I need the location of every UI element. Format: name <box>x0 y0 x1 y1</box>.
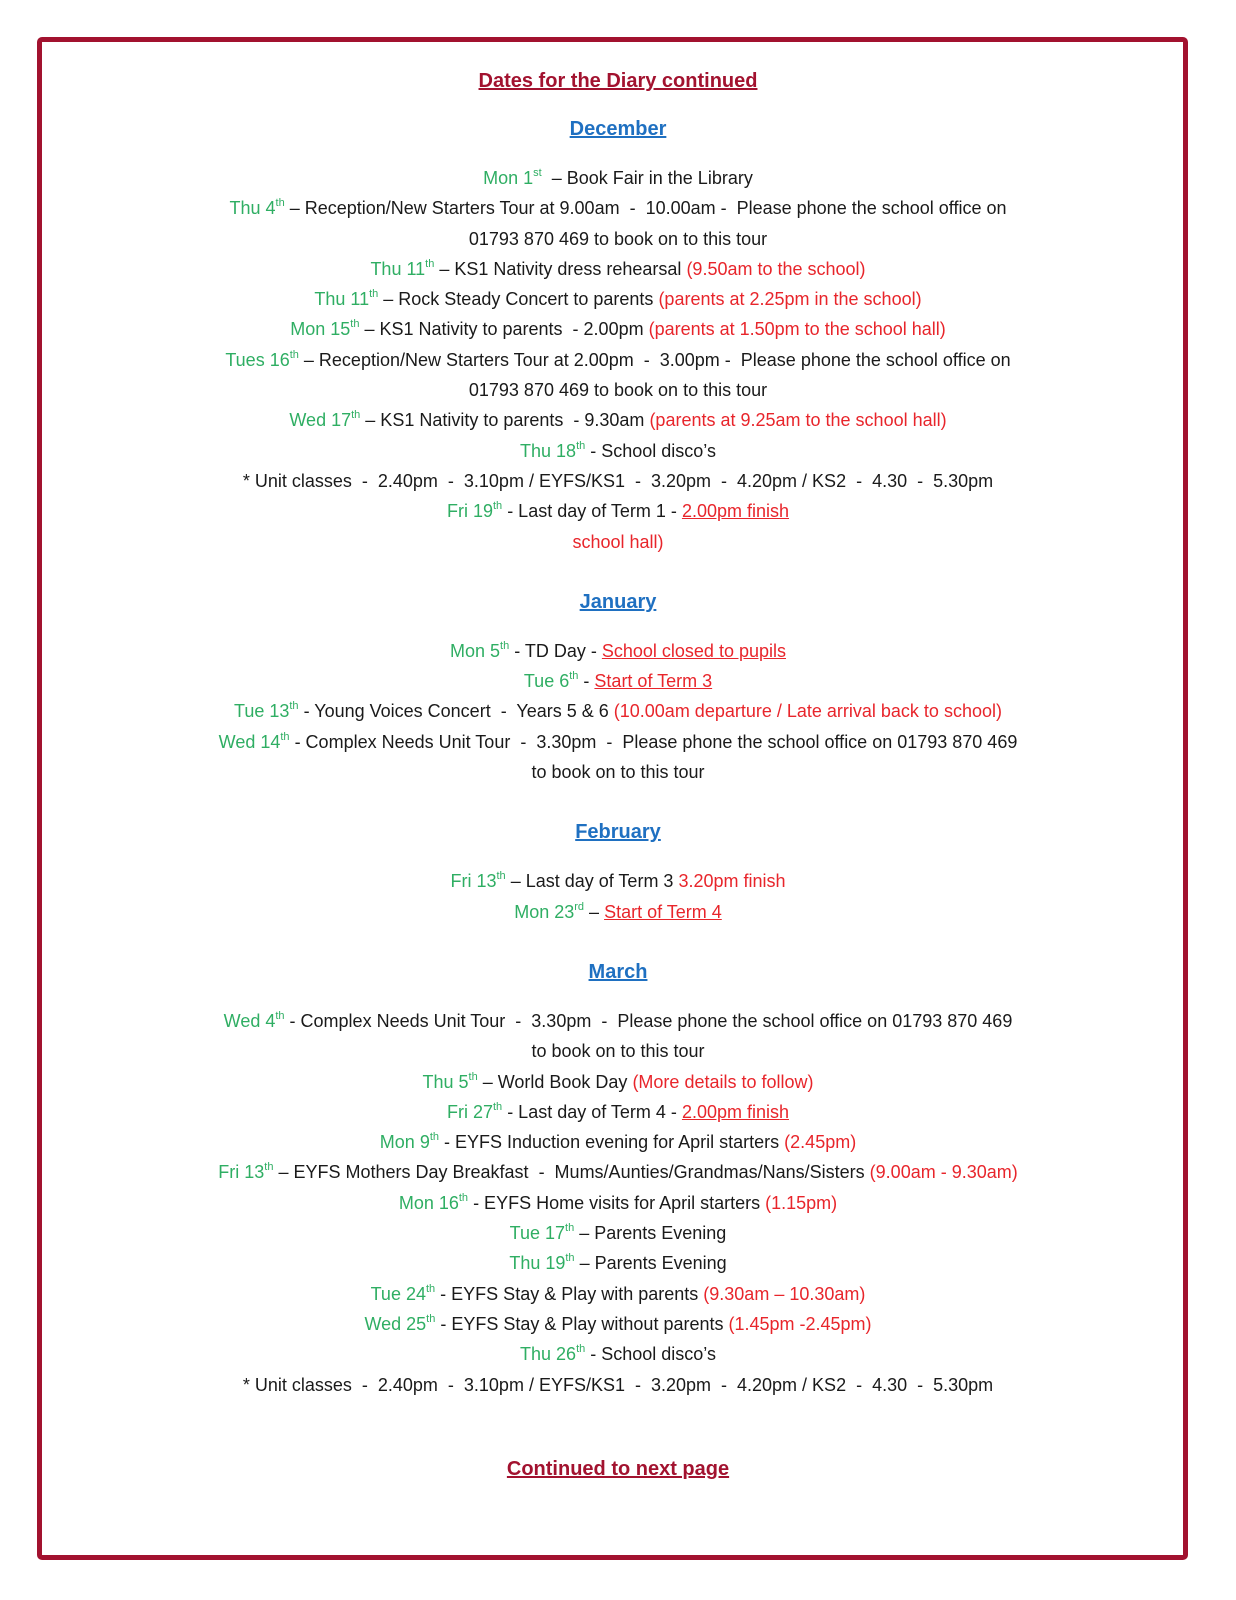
date-ordinal-suffix: th <box>576 1343 586 1356</box>
entry-text-segment: – KS1 Nativity dress rehearsal <box>434 258 687 279</box>
entry-text-segment: (parents at 2.25pm in the school) <box>658 289 922 310</box>
entry-text-segment: – Parents Evening <box>574 1253 727 1274</box>
entry-text-segment: - Young Voices Concert - Years 5 & 6 <box>298 701 614 722</box>
date-ordinal-suffix: rd <box>574 900 585 913</box>
entry-text-segment: 2.00pm finish <box>681 501 789 522</box>
entry-text-segment: – Last day of Term 3 <box>505 871 679 892</box>
entry-text-segment: Start of Term 4 <box>604 901 722 922</box>
entry-text-segment: 01793 870 469 to book on to this tour <box>468 380 768 401</box>
date-ordinal-suffix: st <box>533 167 542 179</box>
entry-text-segment: - <box>578 671 595 692</box>
diary-entry-line <box>55 284 1181 314</box>
entry-text-segment: – EYFS Mothers Day Breakfast - Mums/Aunties/Grandmas/Nans/Sisters <box>273 1162 870 1183</box>
date-ordinal-suffix: th <box>289 700 299 713</box>
diary-entry-line <box>55 405 1181 435</box>
diary-entry-line <box>55 527 1181 557</box>
entry-text-segment: Thu 5 <box>422 1071 469 1092</box>
entry-text-segment: Thu 11 <box>314 289 370 310</box>
diary-entry-line <box>55 1339 1181 1369</box>
date-ordinal-suffix: th <box>496 870 506 883</box>
entry-text-segment: School closed to pupils <box>601 640 786 661</box>
entry-text-segment: - Complex Needs Unit Tour - 3.30pm - Please phone the school office on 01793 870 469 <box>284 1010 1013 1031</box>
diary-entry-line <box>55 1370 1181 1400</box>
date-ordinal-suffix: th <box>565 1252 575 1265</box>
entry-text-segment: Wed 25 <box>364 1313 427 1334</box>
diary-entry-line <box>55 1127 1181 1157</box>
entry-text-segment: (9.30am – 10.30am) <box>703 1283 866 1304</box>
entry-text-segment: (10.00am departure / Late arrival back to school) <box>613 701 1002 722</box>
entry-text-segment: * Unit classes - 2.40pm - 3.10pm / EYFS/KS1 - 3.20pm - 4.20pm / KS2 - 4.30 - 5.30pm <box>242 470 994 491</box>
diary-entry-line <box>55 1006 1181 1036</box>
date-ordinal-suffix: th <box>289 348 299 361</box>
entry-text-segment: Mon 15 <box>290 319 351 340</box>
diary-entry-line <box>55 254 1181 284</box>
date-ordinal-suffix: th <box>280 730 290 743</box>
diary-entry-line <box>55 1218 1181 1248</box>
entry-text-segment: (9.50am to the school) <box>686 258 866 279</box>
entry-text-segment: Thu 4 <box>229 198 276 219</box>
month-header: February <box>575 821 661 844</box>
entry-text-segment: Thu 26 <box>520 1344 577 1365</box>
entry-text-segment: (1.15pm) <box>765 1192 838 1213</box>
entry-text-segment: – KS1 Nativity to parents - 2.00pm <box>359 319 649 340</box>
entry-text-segment: - School disco’s <box>585 440 716 461</box>
entry-text-segment: (parents at 9.25am to the school hall) <box>649 410 947 431</box>
month-header: December <box>569 118 667 140</box>
entry-text-segment: Mon 9 <box>379 1132 430 1153</box>
entry-text-segment: (9.00am - 9.30am) <box>869 1162 1018 1183</box>
date-ordinal-suffix: th <box>351 409 361 422</box>
continued-footer: Continued to next page <box>506 1457 730 1480</box>
entry-text-segment: Fri 13 <box>450 871 497 892</box>
diary-entry-line <box>55 345 1181 375</box>
entry-text-segment: Tue 17 <box>509 1223 566 1244</box>
entry-text-segment: Fri 19 <box>446 501 493 522</box>
diary-entry-line <box>55 224 1181 254</box>
entry-text-segment: Tue 24 <box>370 1283 426 1304</box>
date-ordinal-suffix: th <box>565 1222 575 1235</box>
diary-entry-line <box>55 1188 1181 1218</box>
date-ordinal-suffix: th <box>425 1282 436 1295</box>
diary-entry-line <box>55 866 1181 896</box>
diary-entry-line <box>55 1279 1181 1309</box>
diary-sections <box>55 114 1181 1400</box>
entry-text-segment: Thu 19 <box>509 1253 566 1274</box>
month-section-march <box>55 957 1181 1400</box>
diary-entry-line <box>55 314 1181 344</box>
diary-entry-line <box>55 666 1181 696</box>
diary-entry-line <box>55 636 1181 666</box>
entry-text-segment: 2.00pm finish <box>681 1101 789 1122</box>
diary-entry-line <box>55 193 1181 223</box>
date-ordinal-suffix: th <box>569 670 579 683</box>
date-ordinal-suffix: th <box>426 1312 436 1325</box>
entry-text-segment: (parents at 1.50pm to the school hall) <box>648 319 946 340</box>
diary-entry-line <box>55 696 1181 726</box>
entry-text-segment: (2.45pm) <box>784 1132 857 1153</box>
diary-entry-line <box>55 163 1181 193</box>
entry-text-segment: - EYFS Stay & Play without parents <box>435 1313 729 1334</box>
date-ordinal-suffix: th <box>275 197 285 210</box>
diary-entry-line <box>55 1036 1181 1066</box>
entry-text-segment: Mon 16 <box>398 1192 459 1213</box>
entry-text-segment: 3.20pm finish <box>678 871 786 892</box>
entry-text-segment: – Book Fair in the Library <box>541 168 753 188</box>
entry-text-segment: Mon 23 <box>514 901 575 922</box>
entry-text-segment: to book on to this tour <box>531 1041 705 1062</box>
entry-text-segment: - Last day of Term 4 - <box>502 1101 682 1122</box>
diary-entry-line <box>55 466 1181 496</box>
date-ordinal-suffix: th <box>493 500 503 513</box>
entry-text-segment: * Unit classes - 2.40pm - 3.10pm / EYFS/KS1 - 3.20pm - 4.20pm / KS2 - 4.30 - 5.30pm <box>242 1374 994 1395</box>
date-ordinal-suffix: th <box>576 439 586 452</box>
diary-entry-line <box>55 1097 1181 1127</box>
entry-text-segment: - EYFS Home visits for April starters <box>468 1192 766 1213</box>
entry-text-segment: – Reception/New Starters Tour at 9.00am - 10.00am - Please phone the school office on <box>284 198 1007 219</box>
diary-entry-line <box>55 897 1181 927</box>
entry-text-segment: - EYFS Stay & Play with parents <box>435 1283 704 1304</box>
entry-text-segment: (1.45pm -2.45pm) <box>728 1313 872 1334</box>
entry-text-segment: – Parents Evening <box>574 1223 727 1244</box>
entry-text-segment: - School disco’s <box>585 1344 716 1365</box>
entry-text-segment: school hall) <box>572 531 664 552</box>
entry-text-segment: to book on to this tour <box>531 762 705 783</box>
month-section-february <box>55 817 1181 927</box>
month-section-december <box>55 114 1181 557</box>
entry-text-segment: (More details to follow) <box>632 1071 814 1092</box>
entry-text-segment: Tues 16 <box>225 349 290 370</box>
date-ordinal-suffix: th <box>275 1009 285 1022</box>
date-ordinal-suffix: th <box>493 1100 503 1113</box>
diary-entry-line <box>55 1067 1181 1097</box>
diary-entry-line <box>55 436 1181 466</box>
entry-text-segment: Thu 18 <box>520 440 577 461</box>
entry-text-segment: Start of Term 3 <box>594 671 713 692</box>
page-title: Dates for the Diary continued <box>478 70 758 92</box>
entry-text-segment: Tue 13 <box>234 701 290 722</box>
date-ordinal-suffix: th <box>425 257 435 270</box>
date-ordinal-suffix: th <box>500 639 510 652</box>
entry-text-segment: – World Book Day <box>477 1071 633 1092</box>
entry-text-segment: Thu 11 <box>370 258 426 279</box>
date-ordinal-suffix: th <box>350 318 360 331</box>
entry-text-segment: Tue 6 <box>523 671 570 692</box>
entry-text-segment: – KS1 Nativity to parents - 9.30am <box>360 410 650 431</box>
date-ordinal-suffix: th <box>369 288 379 301</box>
entry-text-segment: Fri 13 <box>218 1162 265 1183</box>
entry-text-segment: 01793 870 469 to book on to this tour <box>468 228 768 249</box>
diary-entry-line <box>55 496 1181 526</box>
date-ordinal-suffix: th <box>468 1070 478 1083</box>
entry-text-segment: Wed 14 <box>218 731 281 752</box>
entry-text-segment: Mon 5 <box>449 640 501 661</box>
entry-text-segment: Wed 17 <box>289 410 352 431</box>
diary-entry-line <box>55 375 1181 405</box>
entry-text-segment: – Rock Steady Concert to parents <box>378 289 659 310</box>
entry-text-segment: Fri 27 <box>446 1101 493 1122</box>
diary-entry-line <box>55 1248 1181 1278</box>
entry-text-segment: - TD Day - <box>509 640 602 661</box>
diary-entry-line <box>55 1157 1181 1187</box>
entry-text-segment: - Complex Needs Unit Tour - 3.30pm - Please phone the school office on 01793 870 469 <box>289 731 1018 752</box>
entry-text-segment: Mon 1 <box>483 168 534 188</box>
entry-text-segment: Wed 4 <box>223 1010 276 1031</box>
diary-entry-line <box>55 727 1181 757</box>
newsletter-page <box>55 66 1181 1481</box>
entry-text-segment: – Reception/New Starters Tour at 2.00pm - 3.00pm - Please phone the school office on <box>298 349 1011 370</box>
month-header: January <box>579 590 657 613</box>
diary-entry-line <box>55 1309 1181 1339</box>
date-ordinal-suffix: th <box>458 1191 469 1204</box>
entry-text-segment: - EYFS Induction evening for April starters <box>439 1132 785 1153</box>
date-ordinal-suffix: th <box>264 1161 274 1174</box>
month-section-january <box>55 587 1181 787</box>
diary-entry-line <box>55 757 1181 787</box>
month-header: March <box>588 960 648 983</box>
entry-text-segment: - Last day of Term 1 - <box>502 501 682 522</box>
date-ordinal-suffix: th <box>429 1131 440 1144</box>
entry-text-segment: – <box>584 901 605 922</box>
